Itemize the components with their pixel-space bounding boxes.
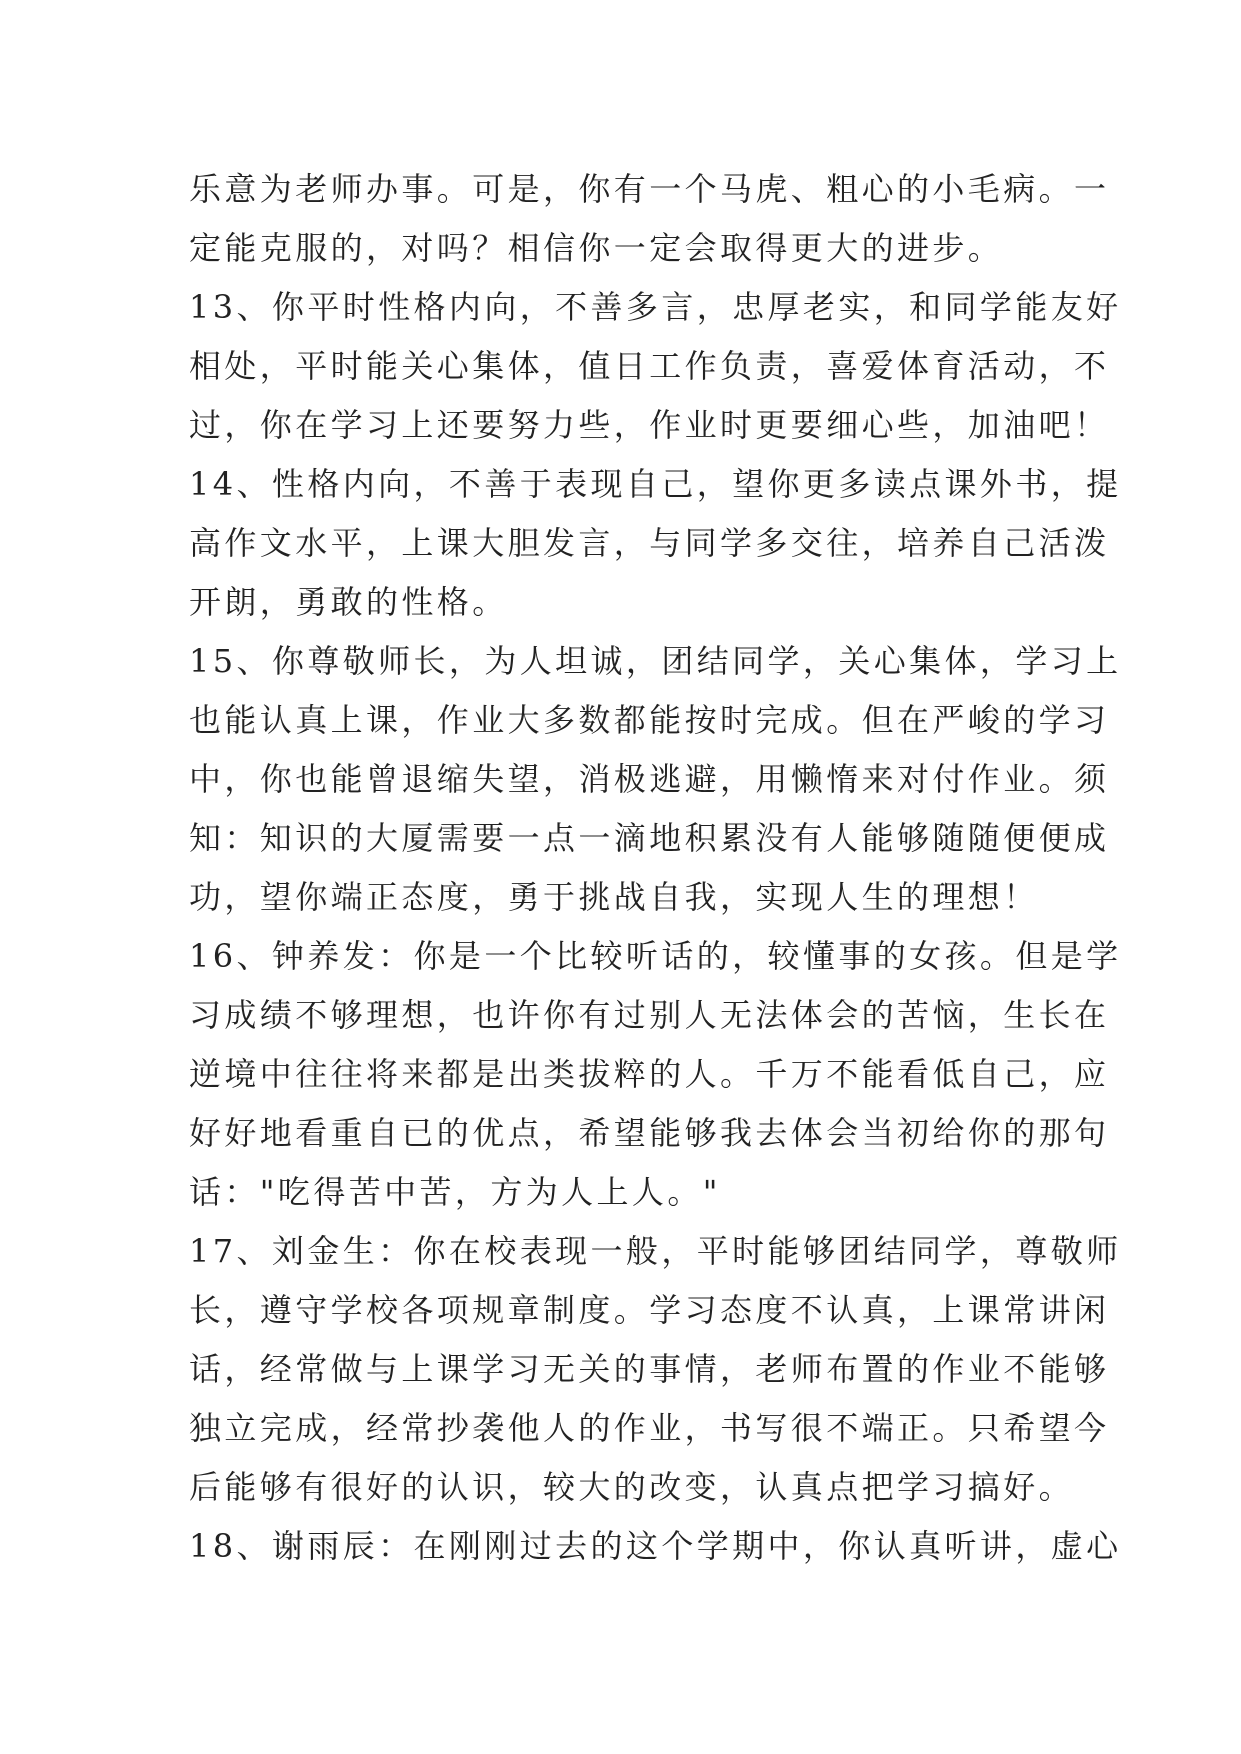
- text-line: 也能认真上课，作业大多数都能按时完成。但在严峻的学习: [189, 701, 1110, 739]
- text-line: 知：知识的大厦需要一点一滴地积累没有人能够随随便便成: [189, 819, 1110, 857]
- text-line: 开朗，勇敢的性格。: [189, 583, 508, 621]
- text-line: 逆境中往往将来都是出类拔粹的人。千万不能看低自己，应: [189, 1055, 1110, 1093]
- text-line: 15、你尊敬师长，为人坦诚，团结同学，关心集体，学习上: [189, 642, 1122, 680]
- text-line: 相处，平时能关心集体，值日工作负责，喜爱体育活动，不: [189, 347, 1110, 385]
- text-line: 后能够有很好的认识，较大的改变，认真点把学习搞好。: [189, 1468, 1075, 1506]
- text-line: 乐意为老师办事。可是，你有一个马虎、粗心的小毛病。一: [189, 170, 1110, 208]
- text-line: 高作文水平，上课大胆发言，与同学多交往，培养自己活泼: [189, 524, 1110, 562]
- text-line: 中，你也能曾退缩失望，消极逃避，用懒惰来对付作业。须: [189, 760, 1110, 798]
- text-line: 独立完成，经常抄袭他人的作业，书写很不端正。只希望今: [189, 1409, 1110, 1447]
- text-line: 定能克服的，对吗？相信你一定会取得更大的进步。: [189, 229, 1004, 267]
- text-line: 话，经常做与上课学习无关的事情，老师布置的作业不能够: [189, 1350, 1110, 1388]
- text-line: 功，望你端正态度，勇于挑战自我，实现人生的理想！: [189, 878, 1039, 916]
- text-line: 16、钟养发：你是一个比较听话的，较懂事的女孩。但是学: [189, 937, 1122, 975]
- text-line: 18、谢雨辰：在刚刚过去的这个学期中，你认真听讲，虚心: [189, 1527, 1122, 1565]
- text-line: 长，遵守学校各项规章制度。学习态度不认真，上课常讲闲: [189, 1291, 1110, 1329]
- text-line: 17、刘金生：你在校表现一般，平时能够团结同学，尊敬师: [189, 1232, 1122, 1270]
- text-line: 过，你在学习上还要努力些，作业时更要细心些，加油吧！: [189, 406, 1110, 444]
- text-line: 话："吃得苦中苦，方为人上人。": [189, 1173, 721, 1211]
- text-line: 14、性格内向，不善于表现自己，望你更多读点课外书，提: [189, 465, 1122, 503]
- text-line: 13、你平时性格内向，不善多言，忠厚老实，和同学能友好: [189, 288, 1122, 326]
- body-text: [189, 160, 1122, 1576]
- text-line: 好好地看重自已的优点，希望能够我去体会当初给你的那句: [189, 1114, 1110, 1152]
- text-line: 习成绩不够理想，也许你有过别人无法体会的苦恼，生长在: [189, 996, 1110, 1034]
